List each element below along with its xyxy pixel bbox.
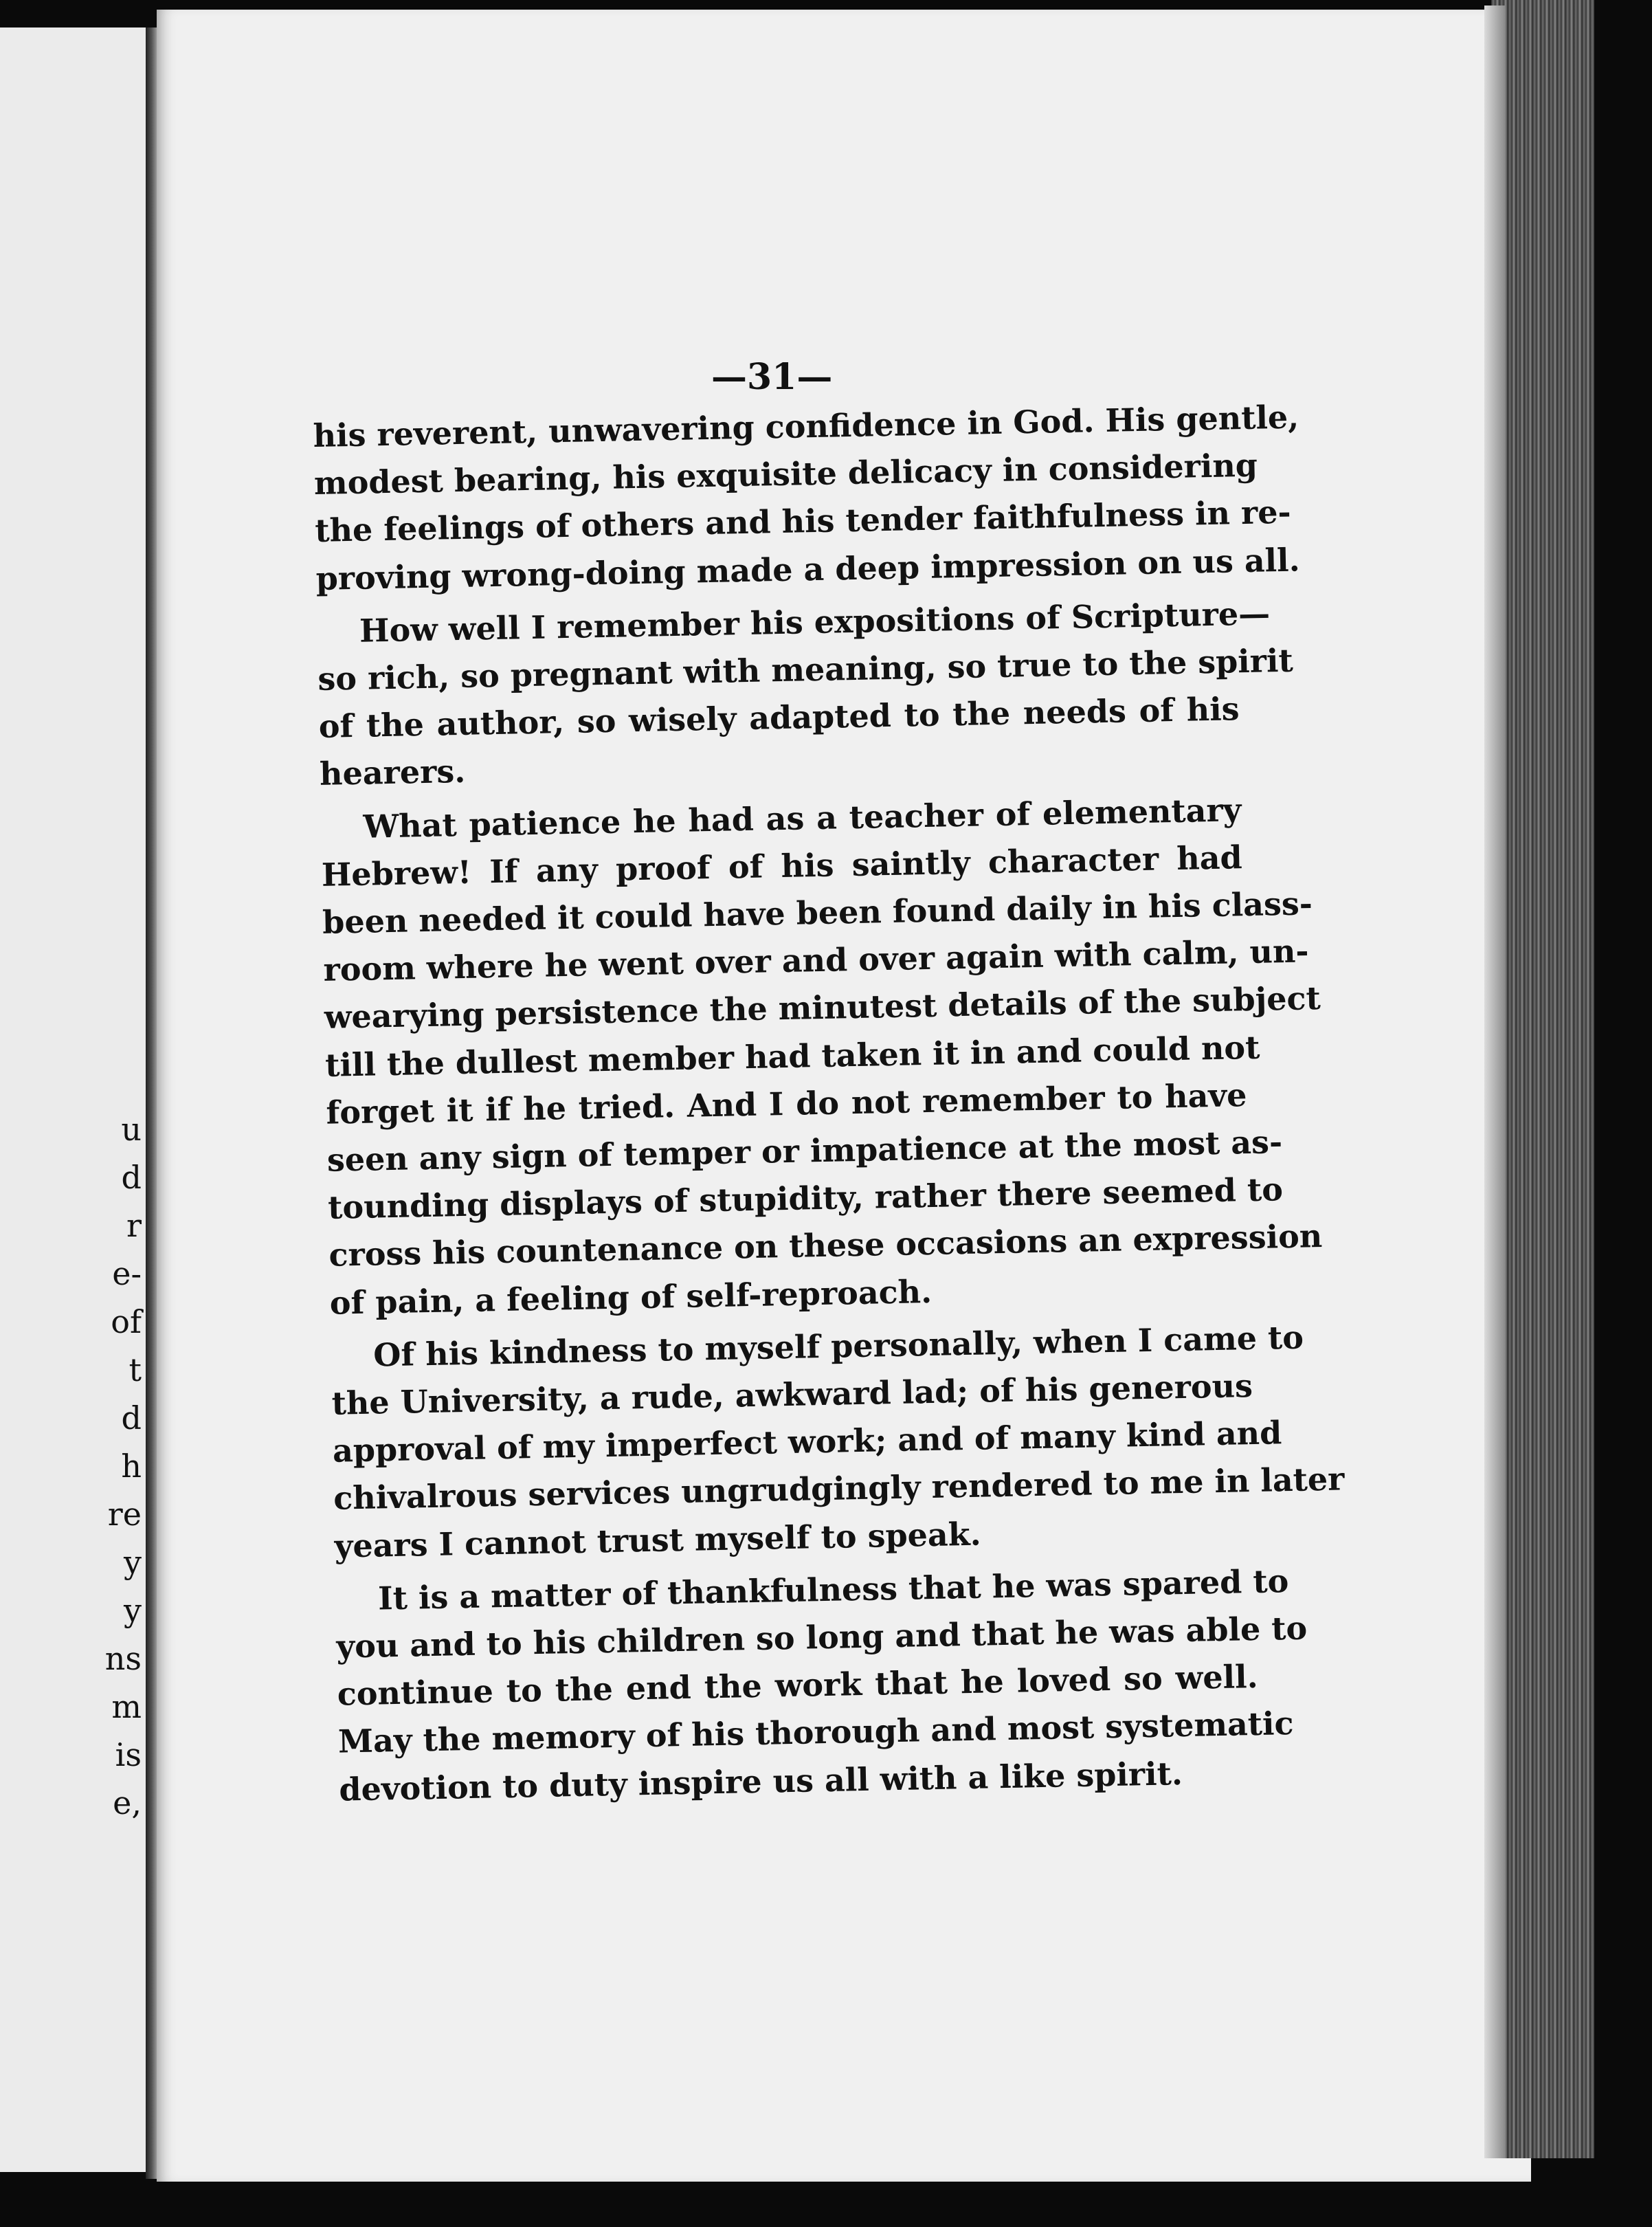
text-line: It is a matter of thankfulness that he was spared to — [377, 1562, 1289, 1617]
page-stack-edges — [1491, 0, 1594, 2158]
text-line: May the memory of his thorough and most systematic — [337, 1705, 1294, 1761]
facing-page-fragment: m — [111, 1688, 142, 1725]
facing-page-fragment: h — [121, 1448, 142, 1485]
page-body-text — [313, 395, 1345, 1813]
text-line: of the author, so wisely adapted to the needs of his — [318, 690, 1240, 746]
facing-page-fragment: e- — [112, 1255, 142, 1292]
facing-page-fragment: y — [124, 1592, 142, 1629]
text-line: cross his countenance on these occasions an expression — [328, 1217, 1323, 1274]
text-line: hearers. — [319, 753, 466, 793]
facing-page-fragment: e, — [113, 1784, 142, 1821]
text-line: proving wrong-doing made a deep impression on us all. — [315, 541, 1301, 597]
facing-page-fragment: d — [121, 1159, 142, 1196]
text-line: Of his kindness to myself personally, when I came to — [372, 1318, 1304, 1374]
text-line: years I cannot trust myself to speak. — [334, 1515, 982, 1565]
text-line: forget it if he tried. And I do not remember to have — [326, 1076, 1247, 1131]
facing-page-edge — [0, 27, 155, 2172]
facing-page-fragment: re — [107, 1496, 142, 1533]
text-line: you and to his children so long and that he was able to — [335, 1609, 1308, 1665]
facing-page-fragment: u — [121, 1111, 142, 1148]
page-edge-highlight — [1484, 5, 1505, 2158]
text-line: so rich, so pregnant with meaning, so true to the spirit — [317, 641, 1294, 698]
text-line: approval of my imperfect work; and of many kind and — [332, 1414, 1282, 1470]
facing-page-fragment: r — [126, 1207, 142, 1244]
text-line: his reverent, unwavering confidence in God. His gentle, — [313, 398, 1299, 454]
facing-page-fragment: ns — [104, 1640, 142, 1677]
text-line: the University, a rude, awkward lad; of his generous — [331, 1367, 1253, 1422]
text-line: been needed it could have been found daily in his class- — [322, 885, 1313, 941]
facing-page-fragment: t — [129, 1351, 142, 1388]
text-line: chivalrous services ungrudgingly rendered to me in later — [333, 1460, 1345, 1518]
text-line: How well I remember his expositions of Scripture— — [359, 595, 1271, 650]
text-line: room where he went over and over again with calm, un- — [323, 932, 1309, 989]
text-line: seen any sign of temper or impatience at the most as- — [326, 1123, 1283, 1179]
text-line: continue to the end the work that he loved so well. — [337, 1658, 1259, 1713]
paragraph — [320, 786, 1323, 1327]
text-line: of pain, a feeling of self-reproach. — [329, 1272, 933, 1322]
facing-page-fragment: y — [124, 1544, 142, 1581]
text-line: modest bearing, his exquisite delicacy in considering — [313, 446, 1258, 502]
facing-page-fragment: is — [115, 1736, 142, 1773]
page-number: —31— — [711, 356, 833, 398]
text-line: What patience he had as a teacher of elementary — [363, 790, 1242, 845]
text-line: wearying persistence the minutest details of the subject — [324, 979, 1321, 1037]
paragraph — [331, 1315, 1345, 1571]
text-line: Hebrew! If any proof of his saintly character had — [321, 838, 1243, 894]
text-line: till the dullest member had taken it in and could not — [324, 1028, 1260, 1084]
text-line: tounding displays of stupidity, rather there seemed to — [327, 1171, 1284, 1227]
text-line: devotion to duty inspire us all with a like spirit. — [338, 1754, 1183, 1808]
paragraph — [313, 395, 1301, 602]
facing-page-fragment: of — [111, 1303, 142, 1340]
text-line: the feelings of others and his tender faithfulness in re- — [314, 494, 1292, 550]
paragraph — [316, 590, 1294, 798]
facing-page-fragment: d — [121, 1399, 142, 1437]
paragraph — [335, 1558, 1308, 1814]
